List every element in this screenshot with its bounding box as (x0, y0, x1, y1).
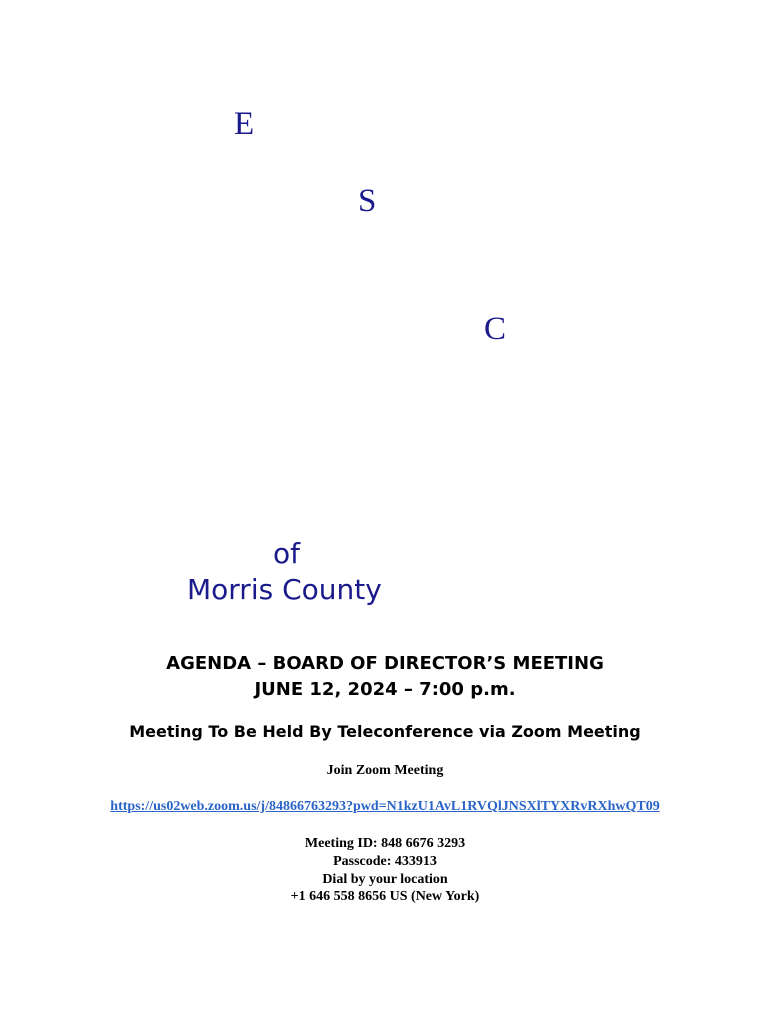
passcode: Passcode: 433913 (333, 854, 437, 869)
meeting-id: Meeting ID: 848 6676 3293 (304, 836, 466, 851)
agenda-title: AGENDA – BOARD OF DIRECTOR’S MEETING (166, 653, 604, 674)
meeting-mode: Meeting To Be Held By Teleconference via Zoom Meeting (129, 722, 641, 741)
logo-letter-s: S (358, 183, 377, 219)
agenda-date: JUNE 12, 2024 – 7:00 p.m. (254, 679, 516, 700)
logo-letter-c: C (484, 311, 507, 347)
logo-letter-e: E (234, 106, 255, 142)
zoom-link-line (0, 800, 770, 814)
join-zoom-label: Join Zoom Meeting (326, 763, 444, 778)
dial-number: +1 646 558 8656 US (New York) (290, 889, 480, 904)
zoom-meeting-link[interactable]: https://us02web.zoom.us/j/84866763293?pwd=N1kzU1AvL1RVQlJNSXlTYXRvRXhwQT09 (110, 799, 660, 814)
dial-label: Dial by your location (322, 872, 448, 887)
org-county-name: Morris County (187, 573, 382, 606)
org-of: of (273, 537, 300, 570)
